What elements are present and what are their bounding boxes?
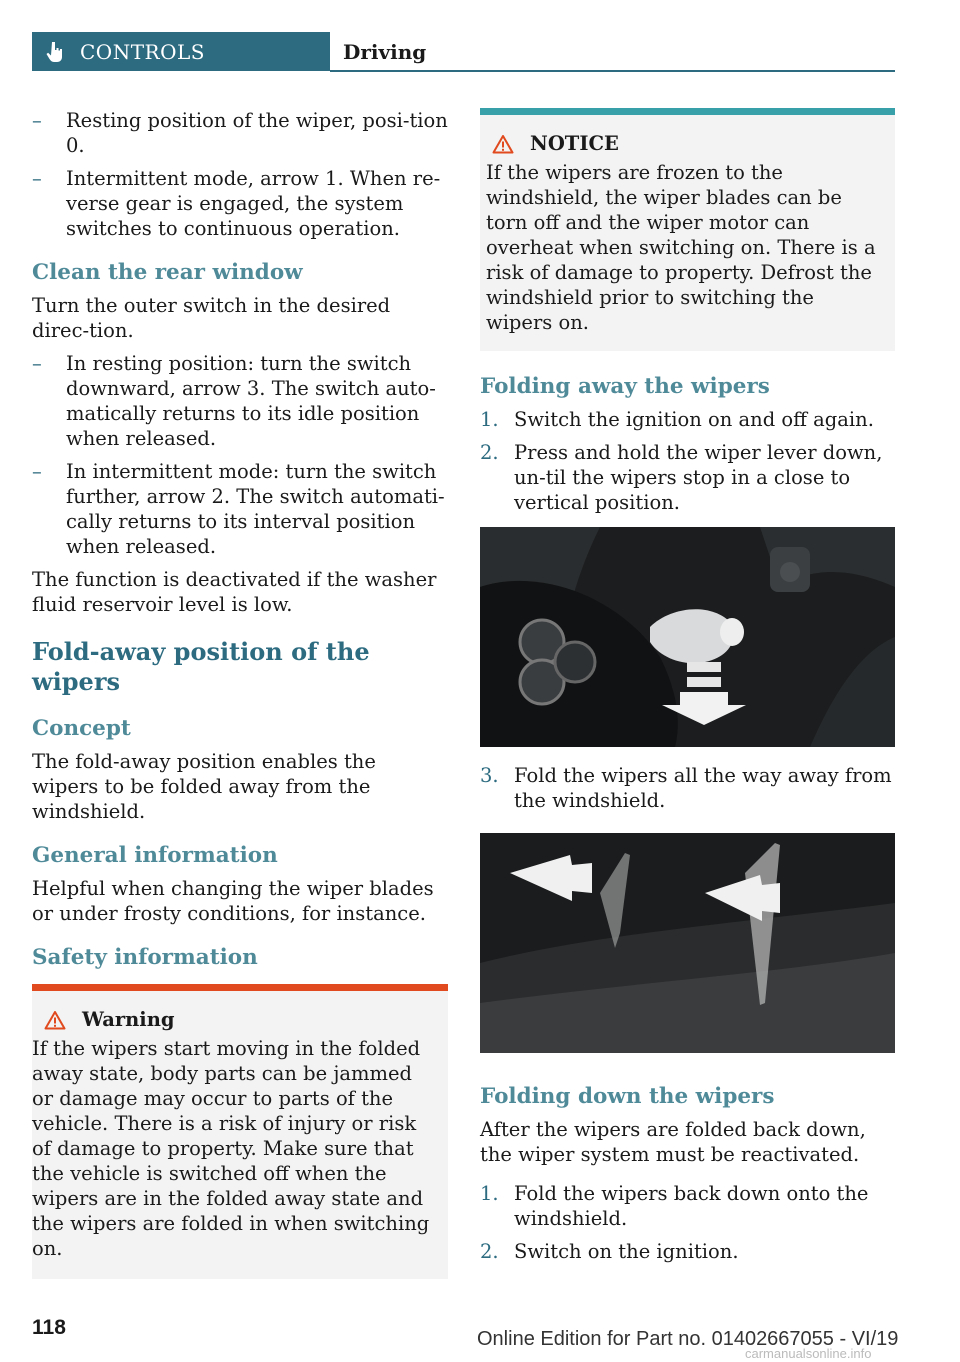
dash-bullet: – [32,352,42,375]
left-column [32,108,448,1279]
rear-window-intro: Turn the outer switch in the desired direc-tion. [32,294,391,342]
chapter-title: Driving [343,39,427,64]
step-item: 2. Switch on the ignition. [480,1240,739,1263]
rear-window-note: The function is deactivated if the washer fluid reservoir level is low. [32,568,437,616]
list-item: – Resting position of the wiper, posi-tion 0. [32,109,448,157]
list-item: – In intermittent mode: turn the switch further, arrow 2. The switch automati-cally returns to its interval position when released. [32,460,445,558]
step-number: 2. [480,441,499,464]
concept-heading: Concept [32,716,131,741]
folding-away-heading: Folding away the wipers [480,374,770,399]
notice-title-row [486,131,881,156]
hand-pointer-icon [46,41,62,63]
warning-text: If the wipers start moving in the folded away state, body parts can be jammed or damage may occur to parts of the vehicle. There is a risk of injury or risk of damage to property. Make sure that the vehicle is switched off when the wipers are in the folded away state and the wipers are folded in when switching on. [32,1037,430,1260]
concept-text: The fold-away position enables the wipers to be folded away from the windshield. [32,750,376,823]
watermark: carmanualsonline.info [745,1346,872,1361]
notice-text: If the wipers are frozen to the windshield, the wiper blades can be torn off and the wiper motor can overheat when switching on. There is a risk of damage to property. Defrost the windshield prior to switching the wipers on. [486,161,876,334]
general-info-heading: General information [32,843,278,868]
notice-title: NOTICE [530,132,619,155]
foldaway-heading: Fold-away position of the wipers [32,637,370,696]
step-number: 1. [480,1182,499,1205]
step-number: 2. [480,1240,499,1263]
step-number: 1. [480,408,499,431]
notice-triangle-icon [492,134,514,154]
right-column [480,108,895,1272]
step-item: 1. Switch the ignition on and off again. [480,408,874,431]
section-tab [32,32,330,71]
dash-bullet: – [32,109,42,132]
list-item: – In resting position: turn the switch downward, arrow 3. The switch auto-matically returns to its idle position when released. [32,352,436,450]
rear-window-heading: Clean the rear window [32,260,303,285]
wiper-lever-photo [480,527,895,747]
list-item: – Intermittent mode, arrow 1. When re-verse gear is engaged, the system switches to continuous operation. [32,167,441,240]
step-item: 3. Fold the wipers all the way away from the windshield. [480,764,892,812]
general-info-text: Helpful when changing the wiper blades or under frosty conditions, for instance. [32,877,434,925]
edition-footer: Online Edition for Part no. 01402667055 - VI/19 [477,1328,899,1350]
header-rule [330,70,895,72]
folded-wipers-photo [480,833,895,1053]
warning-title: Warning [82,1008,175,1031]
folding-down-heading: Folding down the wipers [480,1084,775,1109]
step-item: 1. Fold the wipers back down onto the windshield. [480,1182,869,1230]
dash-bullet: – [32,167,42,190]
warning-title-row [32,1007,434,1032]
step-number: 3. [480,764,499,787]
folding-down-text: After the wipers are folded back down, the wiper system must be reactivated. [480,1118,866,1166]
warning-triangle-icon [44,1010,66,1030]
warning-box [32,984,448,1279]
dash-bullet: – [32,460,42,483]
safety-info-heading: Safety information [32,945,258,970]
page-header [32,32,895,71]
section-title: CONTROLS [80,39,205,64]
notice-box [480,108,895,351]
page-number: 118 [32,1316,66,1339]
step-item: 2. Press and hold the wiper lever down, un-til the wipers stop in a close to vertical position. [480,441,883,514]
